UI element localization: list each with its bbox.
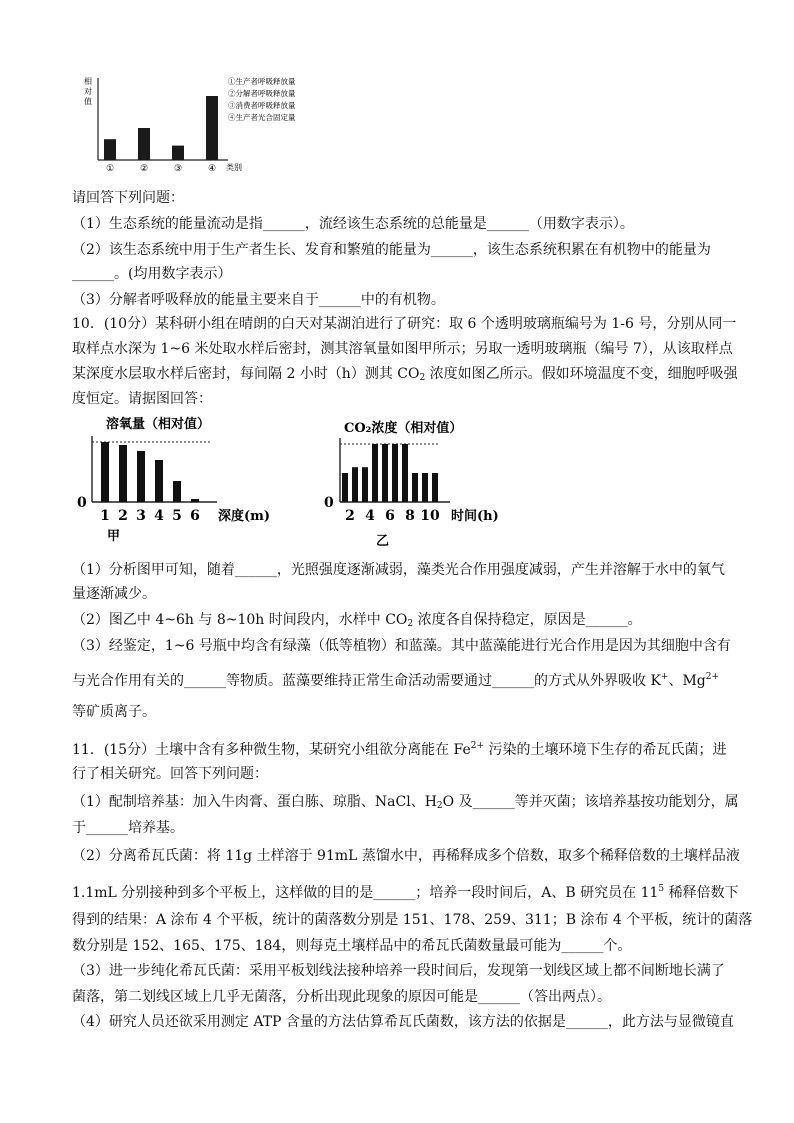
chart1-legend-item: ③消费者呼吸释放量 <box>228 101 296 110</box>
chart3-bar <box>412 473 418 502</box>
chart1-legend-item: ④生产者光合固定量 <box>228 113 296 122</box>
chart3-bar <box>432 473 438 502</box>
chart2-tick-label: 3 <box>136 508 146 524</box>
chart2-bar <box>155 460 163 502</box>
chart2-xlabel: 深度(m) <box>218 509 271 524</box>
chart1-bar <box>206 96 218 160</box>
chart1-ylabel <box>84 76 92 106</box>
chart3-bar <box>402 444 408 502</box>
chart2-bar <box>173 481 181 502</box>
q10-line1: 10．(10分）某科研小组在晴朗的白天对某湖泊进行了研究：取 6 个透明玻璃瓶编号为 1-6 号，分别从同一 <box>72 316 737 332</box>
q10-line3: 某深度水层取水样后密封，每间隔 2 小时（h）测其 $CO_2$ 浓度如图乙所示。假如环境温度不变，细胞呼吸强 <box>72 366 738 383</box>
chart2-bar <box>191 499 199 502</box>
q11-part2a: （2）分离希瓦氏菌：将 11g 土样溶于 91mL 蒸馏水中，再稀释成多个倍数，取多个稀释倍数的土壤样品液 <box>72 848 740 864</box>
chart2-tick-label: 6 <box>190 508 200 524</box>
q11-part2c: 得到的结果：A 涂布 4 个平板，统计的菌落数分别是 151、178、259、311；B 涂布 4 个平板，统计的菌落 <box>72 912 753 928</box>
chart3-caption: 乙 <box>376 534 390 549</box>
chart2-zero: 0 <box>77 495 87 511</box>
chart1-legend-item: ①生产者呼吸释放量 <box>228 77 296 86</box>
chart1-bar <box>138 128 150 160</box>
chart3-xlabel: 时间(h) <box>451 509 499 524</box>
chart3-tick-label: 2 <box>345 508 355 524</box>
chart2-bar <box>119 445 127 502</box>
q9-part1: （1）生态系统的能量流动是指______，流经该生态系统的总能量是______（用数字表示）。 <box>72 216 634 232</box>
q11-line1: 11．(15分）土壤中含有多种微生物，某研究小组欲分离能在 $Fe^{2+}$ 污染的土壤环境下生存的希瓦氏菌；进 <box>72 741 727 758</box>
chart1-tick-label: ④ <box>207 164 217 174</box>
chart2-tick-label: 2 <box>118 508 128 524</box>
chart3-bar <box>382 444 388 502</box>
oxygen-bar-chart <box>72 412 292 552</box>
q11-part1a: （1）配制培养基：加入牛肉膏、蛋白胨、琼脂、NaCl、$H_2O$ 及______等并灭菌；该培养基按功能划分，属 <box>72 794 739 811</box>
q9-part2b: ______。(均用数字表示） <box>72 266 232 282</box>
chart1-xlabel: 类别 <box>226 163 242 172</box>
q11-part2d: 数分别是 152、165、175、184，则每克土壤样品中的希瓦氏菌数量最可能为______个。 <box>72 938 632 954</box>
q11-part2b: 1.1mL 分别接种到多个平板上，这样做的目的是______；培养一段时间后，A、B 研究员在 $11^5$ 稀释倍数下 <box>72 884 739 901</box>
q10-line2: 取样点水深为 1~6 米处取水样后密封，测其溶氧量如图甲所示；另取一透明玻璃瓶（编号 7），从该取样点 <box>72 341 733 357</box>
q11-part4: （4）研究人员还欲采用测定 ATP 含量的方法估算希瓦氏菌数，该方法的依据是______，此方法与显微镜直 <box>72 1014 734 1030</box>
chart3-title: CO₂浓度（相对值） <box>344 421 463 436</box>
chart3-bar <box>372 444 378 502</box>
chart1-legend-item: ②分解者呼吸释放量 <box>228 89 296 98</box>
chart2-title: 溶氧量（相对值） <box>106 417 211 432</box>
chart2-tick-label: 4 <box>154 508 164 524</box>
chart3-bar <box>352 467 358 502</box>
chart1-tick-label: ② <box>139 164 149 174</box>
q10-answer3a: （3）经鉴定，1~6 号瓶中均含有绿藻（低等植物）和蓝藻。其中蓝藻能进行光合作用是因为其细胞中含有 <box>72 638 731 654</box>
chart3-bar <box>422 473 428 502</box>
co2-bar-chart <box>320 412 520 556</box>
chart1-tick-label: ① <box>105 164 115 174</box>
chart3-tick-label: 8 <box>405 508 415 524</box>
chart3-bar <box>342 473 348 502</box>
q10-answer1b: 量逐渐减少。 <box>72 586 156 602</box>
q10-answer2: （2）图乙中 4~6h 与 8~10h 时间段内，水样中 $CO_2$ 浓度各自保持稳定，原因是______。 <box>72 612 642 629</box>
q9-part3: （3）分解者呼吸释放的能量主要来自于______中的有机物。 <box>72 292 445 308</box>
chart3-zero: 0 <box>324 495 334 511</box>
q10-answer1a: （1）分析图甲可知，随着______，光照强度逐渐减弱，藻类光合作用强度减弱，产生并溶解于水中的氧气 <box>72 562 725 578</box>
q11-line2: 行了相关研究。回答下列问题： <box>72 766 268 782</box>
energy-bar-chart <box>80 72 320 174</box>
chart1-tick-label: ③ <box>173 164 183 174</box>
chart2-caption: 甲 <box>107 529 121 544</box>
q11-part3b: 菌落，第二划线区域上几乎无菌落，分析出现此现象的原因可能是______（答出两点）。 <box>72 989 611 1005</box>
chart3-tick-label: 10 <box>420 508 440 524</box>
chart1-ylabel-char: 值 <box>84 97 92 106</box>
chart3-tick-label: 4 <box>365 508 375 524</box>
q10-answer3b: 与光合作用有关的______等物质。蓝藻要维持正常生命活动需要通过______的方式从外界吸收 K+、$Mg^{2+}$ <box>72 672 720 689</box>
q10-line4: 度恒定。请据图回答： <box>72 391 212 407</box>
chart3-bar <box>392 444 398 502</box>
q11-part3a: （3）进一步纯化希瓦氏菌：采用平板划线法接种培养一段时间后，发现第一划线区域上都不间断地长满了 <box>72 963 725 979</box>
chart2-bar <box>137 451 145 502</box>
chart1-bar <box>104 139 116 160</box>
chart2-bar <box>101 442 109 502</box>
q11-part1b: 于______培养基。 <box>72 820 184 836</box>
chart3-bar <box>362 467 368 502</box>
q9-intro: 请回答下列问题： <box>72 190 184 206</box>
chart1-ylabel-char: 对 <box>84 87 92 96</box>
chart2-tick-label: 5 <box>172 508 182 524</box>
chart3-tick-label: 6 <box>385 508 395 524</box>
q10-answer3c: 等矿质离子。 <box>72 704 156 720</box>
q9-part2a: （2）该生态系统中用于生产者生长、发育和繁殖的能量为______，该生态系统积累在有机物中的能量为 <box>72 242 711 258</box>
chart2-tick-label: 1 <box>100 508 110 524</box>
chart1-bar <box>172 146 184 160</box>
chart1-ylabel-char: 相 <box>84 77 92 86</box>
